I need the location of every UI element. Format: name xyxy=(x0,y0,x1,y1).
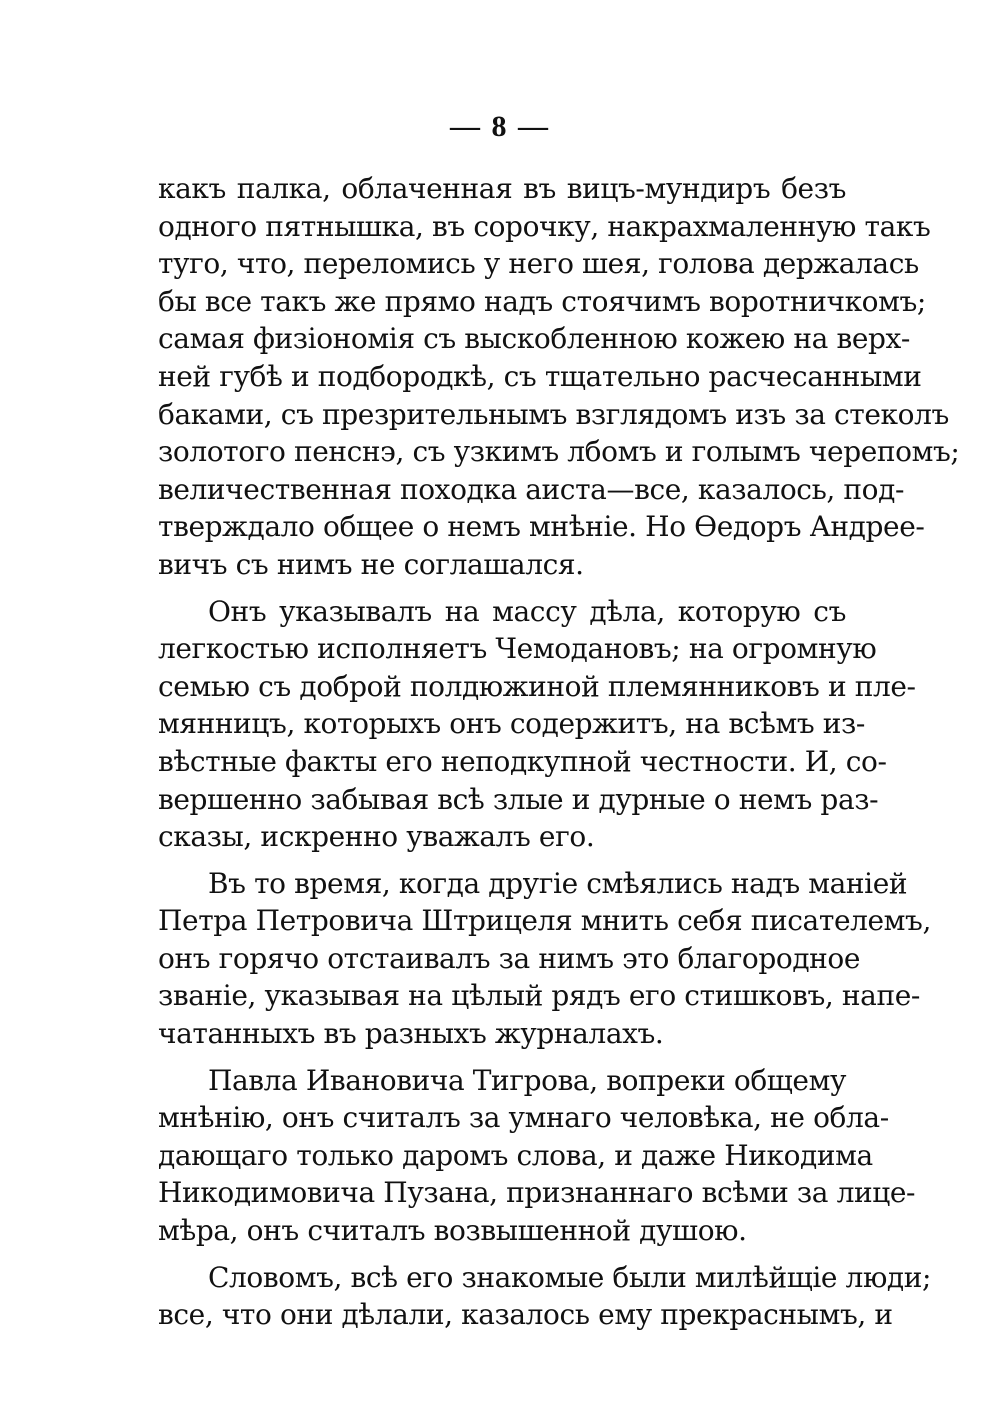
text-line: Никодимовича Пузана, признаннаго всѣми за лице- xyxy=(158,1176,916,1210)
paragraph xyxy=(158,170,960,584)
text-line: золотого пенснэ, съ узкимъ лбомъ и голымъ черепомъ; xyxy=(158,435,960,469)
text-line: сказы, искренно уважалъ его. xyxy=(158,820,595,854)
text-line: мѣра, онъ считалъ возвышенной душою. xyxy=(158,1214,747,1248)
text-line: вичъ съ нимъ не соглашался. xyxy=(158,547,584,581)
text-line: вершенно забывая всѣ злые и дурные о немъ раз- xyxy=(158,782,879,816)
text-line: величественная походка аиста—все, казалось, под- xyxy=(158,472,905,506)
paragraph xyxy=(158,865,931,1053)
paragraph xyxy=(158,1062,916,1250)
text-line: тверждало общее о немъ мнѣніе. Но Ѳедоръ Андрее- xyxy=(158,510,925,544)
text-line: одного пятнышка, въ сорочку, накрахмаленную такъ xyxy=(158,209,931,243)
text-line: вѣстные факты его неподкупной честности. И, со- xyxy=(158,744,887,778)
text-line: бы все такъ же прямо надъ стоячимъ воротничкомъ; xyxy=(158,284,926,318)
text-line: Петра Петровича Штрицеля мнить себя писателемъ, xyxy=(158,904,931,938)
text-line: чатанныхъ въ разныхъ журналахъ. xyxy=(158,1017,664,1051)
text-line: Въ то время, когда другіе смѣялись надъ маніей xyxy=(208,866,908,900)
text-line: самая физіономія съ выскобленною кожею на верх- xyxy=(158,322,910,356)
text-line: туго, что, переломись у него шея, голова держалась xyxy=(158,247,919,281)
text-line: все, что они дѣлали, казалось ему прекраснымъ, и xyxy=(158,1298,893,1332)
text-line: Павла Ивановича Тигрова, вопреки общему xyxy=(208,1063,847,1097)
text-line: мнѣнію, онъ считалъ за умнаго человѣка, не обла- xyxy=(158,1101,889,1135)
page-body-text xyxy=(158,170,960,1334)
text-line: мянницъ, которыхъ онъ содержитъ, на всѣмъ из- xyxy=(158,707,865,741)
text-line: дающаго только даромъ слова, и даже Никодима xyxy=(158,1138,873,1172)
text-line: Словомъ, всѣ его знакомые были милѣйщіе люди; xyxy=(208,1260,932,1294)
page-number: — 8 — xyxy=(450,110,550,143)
text-line: званіе, указывая на цѣлый рядъ его стишковъ, напе- xyxy=(158,979,920,1013)
text-line: семью съ доброй полдюжиной племянниковъ и пле- xyxy=(158,669,916,703)
paragraph xyxy=(158,1259,932,1334)
text-line: Онъ указывалъ на массу дѣла, которую съ xyxy=(208,594,846,628)
paragraph xyxy=(158,593,916,856)
text-line: ней губѣ и подбородкѣ, съ тщательно расчесанными xyxy=(158,359,922,393)
text-line: онъ горячо отстаивалъ за нимъ это благородное xyxy=(158,941,861,975)
text-line: легкостью исполняетъ Чемодановъ; на огромную xyxy=(158,632,877,666)
text-line: баками, съ презрительнымъ взглядомъ изъ за стеколъ xyxy=(158,397,949,431)
text-line: какъ палка, облаченная въ вицъ-мундиръ безъ xyxy=(158,172,846,205)
